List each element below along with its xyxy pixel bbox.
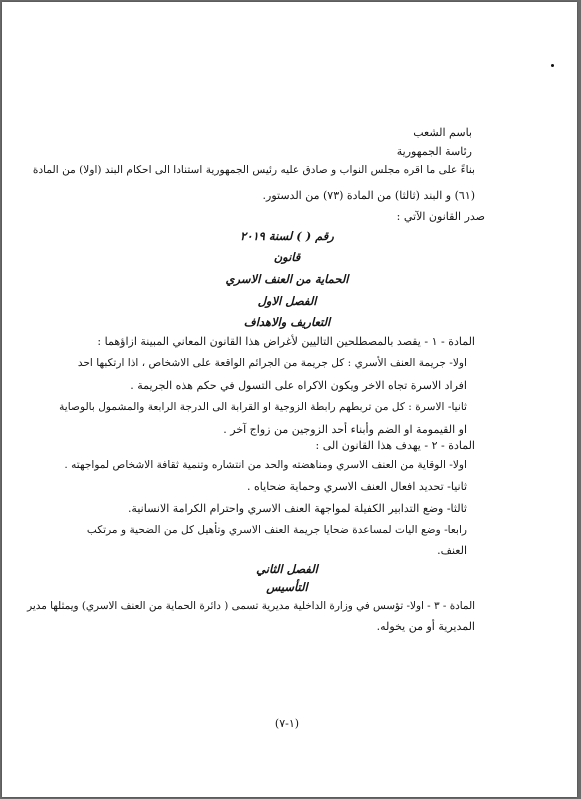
issued-line: صدر القانون الآتي :: [396, 210, 485, 223]
document-page: [2, 2, 577, 797]
chapter-1-subheading: التعاريف والاهداف: [243, 315, 331, 329]
law-name: الحماية من العنف الاسري: [225, 272, 349, 286]
page-number: (١-٧): [274, 717, 300, 730]
article-2-intro: المادة - ٢ - يهدف هذا القانون الى :: [315, 439, 475, 452]
preamble-line-1: بناءً على ما اقره مجلس النواب و صادق عليه رئيس الجمهورية استنادا الى احكام البند (اولا) من المادة: [32, 164, 475, 176]
scan-speck: [551, 64, 554, 67]
law-label: قانون: [273, 250, 301, 264]
in-the-name-of-people: باسم الشعب: [413, 126, 472, 139]
preamble-line-2: (٦١) و البند (ثالثا) من المادة (٧٣) من الدستور.: [262, 189, 475, 202]
article-2-second: ثانيا- تحديد افعال العنف الاسري وحماية ضحاياه .: [247, 480, 467, 493]
article-1-intro: المادة - ١ - يقصد بالمصطلحين التاليين لأغراض هذا القانون المعاني المبينة ازاؤهما :: [97, 335, 475, 348]
article-1-first-line-2: افراد الاسرة تجاه الاخر ويكون الاكراه على التسول في حكم هذه الجريمة .: [130, 379, 467, 392]
presidency-line: رئاسة الجمهورية: [396, 145, 472, 158]
article-2-first: اولا- الوقاية من العنف الاسري ومناهضته والحد من انتشاره وتنمية ثقافة الاشخاص لمواجهته .: [64, 459, 467, 471]
article-3-line-1: المادة - ٣ - اولا- تؤسس في وزارة الداخلية مديرية تسمى ( دائرة الحماية من العنف الاسري) ويمثلها مدير: [27, 600, 475, 612]
article-3-line-2: المديرية أو من يخوله.: [376, 620, 475, 633]
article-1-second-line-1: ثانيا- الاسرة : كل من تربطهم رابطة الزوجية او القرابة الى الدرجة الرابعة والمشمول بالوصاية: [59, 401, 467, 413]
chapter-1-heading: الفصل الاول: [257, 294, 317, 308]
article-2-third: ثالثا- وضع التدابير الكفيلة لمواجهة العنف الاسري واحترام الكرامة الانسانية.: [127, 502, 467, 515]
article-2-fourth-line-2: العنف.: [437, 544, 467, 557]
article-1-first-line-1: اولا- جريمة العنف الأسري : كل جريمة من الجرائم الواقعة على الاشخاص ، اذا ارتكبها احد: [77, 357, 467, 369]
article-2-fourth-line-1: رابعا- وضع اليات لمساعدة ضحايا جريمة العنف الاسري وتأهيل كل من الضحية و مرتكب: [86, 524, 467, 536]
article-1-second-line-2: او القيمومة او الضم وأبناء أحد الزوجين من زواج آخر .: [223, 423, 467, 436]
law-number: رقم ( ) لسنة ٢٠١٩: [240, 229, 334, 243]
chapter-2-subheading: التأسيس: [266, 580, 308, 594]
chapter-2-heading: الفصل الثاني: [256, 562, 318, 576]
